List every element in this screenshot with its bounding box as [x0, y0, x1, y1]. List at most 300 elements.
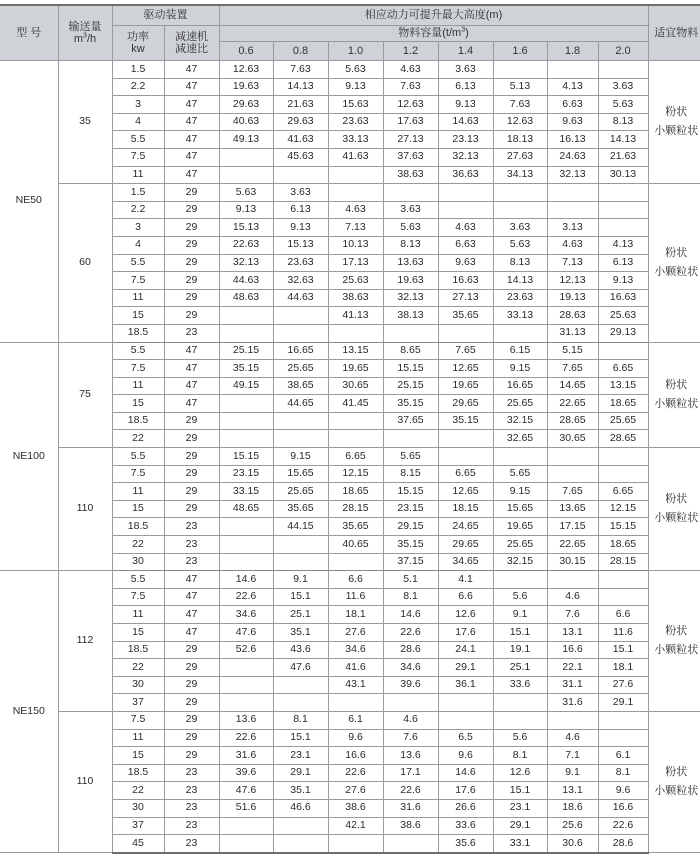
- lift-height-cell: 21.63: [598, 148, 648, 166]
- lift-height-cell: [493, 694, 547, 712]
- reducer-ratio: 29: [164, 201, 219, 219]
- lift-height-cell: [273, 817, 328, 835]
- lift-height-cell: [438, 711, 493, 729]
- lift-height-cell: 47.6: [219, 782, 273, 800]
- lift-height-cell: [383, 324, 438, 342]
- lift-height-cell: 19.13: [547, 289, 598, 307]
- lift-height-cell: 8.13: [493, 254, 547, 272]
- power-kw: 3: [112, 219, 164, 237]
- lift-height-cell: 42.1: [328, 817, 383, 835]
- reducer-ratio: 29: [164, 641, 219, 659]
- reducer-ratio: 47: [164, 606, 219, 624]
- lift-height-cell: [219, 676, 273, 694]
- lift-height-cell: 4.6: [547, 729, 598, 747]
- lift-height-cell: [547, 184, 598, 202]
- lift-height-cell: 33.13: [493, 307, 547, 325]
- lift-height-cell: [383, 835, 438, 853]
- lift-height-cell: 38.63: [328, 289, 383, 307]
- reducer-ratio: 47: [164, 360, 219, 378]
- lift-height-cell: 11.6: [598, 624, 648, 642]
- reducer-ratio: 29: [164, 448, 219, 466]
- material-powder: 粉状: [665, 625, 688, 638]
- reducer-ratio: 29: [164, 289, 219, 307]
- lift-height-cell: [438, 184, 493, 202]
- lift-height-cell: 28.65: [547, 412, 598, 430]
- reducer-ratio: 29: [164, 412, 219, 430]
- reducer-ratio: 23: [164, 518, 219, 536]
- lift-height-cell: 15.15: [383, 360, 438, 378]
- reducer-ratio: 29: [164, 711, 219, 729]
- flow-rate: 60: [58, 184, 112, 342]
- power-kw: 22: [112, 782, 164, 800]
- lift-height-cell: 29.1: [438, 659, 493, 677]
- lift-height-cell: 14.13: [273, 78, 328, 96]
- power-kw: 18.5: [112, 324, 164, 342]
- lift-height-cell: 14.13: [598, 131, 648, 149]
- reducer-ratio: 47: [164, 131, 219, 149]
- lift-height-cell: 19.65: [438, 377, 493, 395]
- model-name: NE150: [0, 571, 58, 853]
- lift-height-cell: [383, 694, 438, 712]
- lift-height-cell: 40.65: [328, 536, 383, 554]
- lift-height-cell: 12.63: [493, 113, 547, 131]
- lift-height-cell: 13.63: [383, 254, 438, 272]
- lift-height-cell: 22.6: [219, 729, 273, 747]
- power-kw: 2.2: [112, 78, 164, 96]
- lift-height-cell: 15.15: [383, 483, 438, 501]
- lift-height-cell: 41.6: [328, 659, 383, 677]
- reducer-ratio: 47: [164, 342, 219, 360]
- lift-height-cell: 29.65: [438, 536, 493, 554]
- flow-rate: 112: [58, 571, 112, 712]
- lift-height-cell: 47.6: [273, 659, 328, 677]
- lift-height-cell: 25.1: [273, 606, 328, 624]
- lift-height-cell: 17.15: [547, 518, 598, 536]
- lift-height-cell: 18.13: [493, 131, 547, 149]
- lift-height-cell: 6.1: [598, 747, 648, 765]
- material-granule: 小颗粒状: [654, 125, 699, 138]
- lift-height-cell: 29.13: [598, 324, 648, 342]
- header-material: 适宜物料: [648, 5, 700, 61]
- lift-height-cell: 6.13: [438, 78, 493, 96]
- power-kw: 15: [112, 307, 164, 325]
- power-kw: 45: [112, 835, 164, 853]
- lift-height-cell: 4.63: [438, 219, 493, 237]
- reducer-ratio: 29: [164, 659, 219, 677]
- lift-height-cell: 12.63: [219, 61, 273, 79]
- lift-height-cell: 35.15: [219, 360, 273, 378]
- lift-height-cell: 13.15: [328, 342, 383, 360]
- lift-height-cell: 14.6: [383, 606, 438, 624]
- lift-height-cell: 12.15: [598, 500, 648, 518]
- lift-height-cell: 15.13: [273, 236, 328, 254]
- lift-height-cell: 25.65: [493, 395, 547, 413]
- lift-height-cell: 12.65: [438, 483, 493, 501]
- reducer-ratio: 47: [164, 571, 219, 589]
- lift-height-cell: 32.13: [219, 254, 273, 272]
- material-granule: 小颗粒状: [654, 512, 699, 525]
- lift-height-cell: 39.6: [219, 764, 273, 782]
- lift-height-cell: 30.13: [598, 166, 648, 184]
- reducer-ratio: 47: [164, 395, 219, 413]
- lift-height-cell: [493, 184, 547, 202]
- lift-height-cell: 43.1: [328, 676, 383, 694]
- lift-height-cell: [383, 184, 438, 202]
- lift-height-cell: 5.63: [219, 184, 273, 202]
- power-kw: 30: [112, 799, 164, 817]
- lift-height-cell: 49.13: [219, 131, 273, 149]
- lift-height-cell: 3.63: [493, 219, 547, 237]
- lift-height-cell: 27.13: [383, 131, 438, 149]
- lift-height-cell: [438, 324, 493, 342]
- lift-height-cell: 38.63: [383, 166, 438, 184]
- lift-height-cell: 27.63: [493, 148, 547, 166]
- lift-height-cell: [273, 553, 328, 571]
- lift-height-cell: 15.1: [493, 624, 547, 642]
- reducer-ratio: 29: [164, 483, 219, 501]
- lift-height-cell: 25.63: [598, 307, 648, 325]
- table-body: [0, 61, 700, 853]
- lift-height-cell: [598, 219, 648, 237]
- lift-height-cell: [219, 148, 273, 166]
- reducer-ratio: 29: [164, 465, 219, 483]
- lift-height-cell: 9.13: [598, 272, 648, 290]
- lift-height-cell: 23.63: [273, 254, 328, 272]
- lift-height-cell: 8.13: [598, 113, 648, 131]
- reducer-ratio: 29: [164, 729, 219, 747]
- lift-height-cell: [273, 536, 328, 554]
- lift-height-cell: 38.6: [328, 799, 383, 817]
- lift-height-cell: 25.15: [383, 377, 438, 395]
- lift-height-cell: 15.65: [493, 500, 547, 518]
- lift-height-cell: 4.13: [547, 78, 598, 96]
- lift-height-cell: 8.1: [383, 588, 438, 606]
- lift-height-cell: 7.65: [438, 342, 493, 360]
- lift-height-cell: 26.6: [438, 799, 493, 817]
- table-row: [0, 61, 700, 79]
- lift-height-cell: 6.5: [438, 729, 493, 747]
- lift-height-cell: 6.6: [328, 571, 383, 589]
- lift-height-cell: 21.63: [273, 96, 328, 114]
- lift-height-cell: 25.65: [273, 483, 328, 501]
- reducer-ratio: 29: [164, 254, 219, 272]
- lift-height-cell: 22.6: [383, 782, 438, 800]
- lift-height-cell: 13.6: [219, 711, 273, 729]
- lift-height-cell: 15.1: [598, 641, 648, 659]
- material-granule: 小颗粒状: [654, 785, 699, 798]
- lift-height-cell: 5.13: [493, 78, 547, 96]
- power-kw: 7.5: [112, 588, 164, 606]
- lift-height-cell: 23.1: [493, 799, 547, 817]
- lift-height-cell: 6.63: [438, 236, 493, 254]
- lift-height-cell: 23.1: [273, 747, 328, 765]
- lift-height-cell: 8.65: [383, 342, 438, 360]
- lift-height-cell: 5.63: [493, 236, 547, 254]
- lift-height-cell: 27.13: [438, 289, 493, 307]
- lift-height-cell: [598, 201, 648, 219]
- lift-height-cell: 33.15: [219, 483, 273, 501]
- lift-height-cell: 19.63: [383, 272, 438, 290]
- lift-height-cell: 13.6: [383, 747, 438, 765]
- lift-height-cell: 48.63: [219, 289, 273, 307]
- power-kw: 7.5: [112, 272, 164, 290]
- lift-height-cell: 4.1: [438, 571, 493, 589]
- suitable-material: [648, 61, 700, 184]
- reducer-ratio: 23: [164, 782, 219, 800]
- reducer-ratio: 47: [164, 96, 219, 114]
- lift-height-cell: 18.1: [328, 606, 383, 624]
- lift-height-cell: [219, 412, 273, 430]
- lift-height-cell: [328, 553, 383, 571]
- lift-height-cell: 30.65: [328, 377, 383, 395]
- reducer-ratio: 47: [164, 148, 219, 166]
- lift-height-cell: [219, 395, 273, 413]
- lift-height-cell: 35.15: [383, 395, 438, 413]
- lift-height-cell: 51.6: [219, 799, 273, 817]
- lift-height-cell: 6.6: [598, 606, 648, 624]
- table-row: [0, 571, 700, 589]
- lift-height-cell: 6.1: [328, 711, 383, 729]
- lift-height-cell: 9.6: [598, 782, 648, 800]
- lift-height-cell: [438, 694, 493, 712]
- lift-height-cell: [547, 711, 598, 729]
- lift-height-cell: 44.65: [273, 395, 328, 413]
- lift-height-cell: 8.1: [493, 747, 547, 765]
- lift-height-cell: 25.6: [547, 817, 598, 835]
- power-kw: 37: [112, 817, 164, 835]
- lift-height-cell: 3.63: [438, 61, 493, 79]
- lift-height-cell: [438, 430, 493, 448]
- flow-rate: 35: [58, 61, 112, 184]
- lift-height-cell: [598, 465, 648, 483]
- lift-height-cell: [493, 448, 547, 466]
- power-kw: 11: [112, 606, 164, 624]
- power-kw: 22: [112, 659, 164, 677]
- lift-height-cell: 44.15: [273, 518, 328, 536]
- lift-height-cell: 17.63: [383, 113, 438, 131]
- lift-height-cell: 24.63: [547, 148, 598, 166]
- lift-height-cell: 16.65: [493, 377, 547, 395]
- power-kw: 7.5: [112, 465, 164, 483]
- lift-height-cell: 28.63: [547, 307, 598, 325]
- lift-height-cell: 33.6: [438, 817, 493, 835]
- reducer-ratio: 23: [164, 799, 219, 817]
- lift-height-cell: 13.65: [547, 500, 598, 518]
- lift-height-cell: 3.63: [598, 78, 648, 96]
- lift-height-cell: [219, 307, 273, 325]
- lift-height-cell: [219, 536, 273, 554]
- header-density-7: 2.0: [598, 42, 648, 61]
- table-row: [0, 184, 700, 202]
- header-density-2: 1.0: [328, 42, 383, 61]
- table-row: [0, 342, 700, 360]
- lift-height-cell: 22.65: [547, 395, 598, 413]
- reducer-ratio: 29: [164, 500, 219, 518]
- lift-height-cell: 9.1: [273, 571, 328, 589]
- lift-height-cell: 30.15: [547, 553, 598, 571]
- lift-height-cell: 15.1: [273, 588, 328, 606]
- reducer-ratio: 47: [164, 166, 219, 184]
- lift-height-cell: 7.13: [328, 219, 383, 237]
- power-kw: 7.5: [112, 148, 164, 166]
- power-kw: 1.5: [112, 184, 164, 202]
- power-kw: 11: [112, 166, 164, 184]
- lift-height-cell: 18.6: [547, 799, 598, 817]
- lift-height-cell: 4.6: [383, 711, 438, 729]
- lift-height-cell: 22.6: [219, 588, 273, 606]
- header-flow-unit: $m^3/h$: [73, 32, 97, 45]
- lift-height-cell: [328, 166, 383, 184]
- header-density-4: 1.4: [438, 42, 493, 61]
- suitable-material: [648, 342, 700, 448]
- lift-height-cell: 37.15: [383, 553, 438, 571]
- suitable-material: [648, 184, 700, 342]
- lift-height-cell: 17.6: [438, 624, 493, 642]
- lift-height-cell: [598, 61, 648, 79]
- lift-height-cell: 25.63: [328, 272, 383, 290]
- lift-height-cell: 4.63: [547, 236, 598, 254]
- lift-height-cell: [219, 659, 273, 677]
- lift-height-cell: 8.13: [383, 236, 438, 254]
- lift-height-cell: 23.15: [219, 465, 273, 483]
- lift-height-cell: 34.65: [438, 553, 493, 571]
- lift-height-cell: [598, 184, 648, 202]
- lift-height-cell: 12.6: [438, 606, 493, 624]
- lift-height-cell: [328, 430, 383, 448]
- lift-height-cell: 23.63: [493, 289, 547, 307]
- lift-height-cell: 49.15: [219, 377, 273, 395]
- lift-height-cell: 43.6: [273, 641, 328, 659]
- lift-height-cell: 9.15: [493, 483, 547, 501]
- material-granule: 小颗粒状: [654, 265, 699, 278]
- power-kw: 7.5: [112, 360, 164, 378]
- lift-height-cell: 44.63: [273, 289, 328, 307]
- power-kw: 11: [112, 483, 164, 501]
- lift-height-cell: 38.6: [383, 817, 438, 835]
- lift-height-cell: [493, 571, 547, 589]
- lift-height-cell: [493, 324, 547, 342]
- lift-height-cell: [328, 694, 383, 712]
- power-kw: 5.5: [112, 342, 164, 360]
- lift-height-cell: 17.6: [438, 782, 493, 800]
- lift-height-cell: 22.63: [219, 236, 273, 254]
- reducer-ratio: 23: [164, 536, 219, 554]
- lift-height-cell: 15.15: [598, 518, 648, 536]
- header-density-0: 0.6: [219, 42, 273, 61]
- lift-height-cell: 9.13: [219, 201, 273, 219]
- lift-height-cell: 22.65: [547, 536, 598, 554]
- lift-height-cell: 15.13: [219, 219, 273, 237]
- lift-height-cell: 31.6: [547, 694, 598, 712]
- reducer-ratio: 29: [164, 676, 219, 694]
- lift-height-cell: 25.65: [493, 536, 547, 554]
- lift-height-cell: 33.13: [328, 131, 383, 149]
- lift-height-cell: [219, 835, 273, 853]
- lift-height-cell: 12.6: [493, 764, 547, 782]
- lift-height-cell: [219, 430, 273, 448]
- lift-height-cell: 27.6: [598, 676, 648, 694]
- lift-height-cell: 9.1: [493, 606, 547, 624]
- power-kw: 4: [112, 113, 164, 131]
- lift-height-cell: [273, 166, 328, 184]
- power-kw: 1.5: [112, 61, 164, 79]
- lift-height-cell: 4.6: [547, 588, 598, 606]
- lift-height-cell: 14.65: [547, 377, 598, 395]
- reducer-ratio: 47: [164, 377, 219, 395]
- lift-height-cell: 34.6: [328, 641, 383, 659]
- lift-height-cell: [219, 553, 273, 571]
- lift-height-cell: 29.1: [273, 764, 328, 782]
- lift-height-cell: 14.6: [219, 571, 273, 589]
- lift-height-cell: [598, 588, 648, 606]
- lift-height-cell: 7.6: [547, 606, 598, 624]
- suitable-material: [648, 571, 700, 712]
- lift-height-cell: 52.6: [219, 641, 273, 659]
- lift-height-cell: 28.6: [598, 835, 648, 853]
- lift-height-cell: 41.63: [273, 131, 328, 149]
- lift-height-cell: 36.1: [438, 676, 493, 694]
- lift-height-cell: [493, 711, 547, 729]
- reducer-ratio: 23: [164, 553, 219, 571]
- lift-height-cell: 39.6: [383, 676, 438, 694]
- lift-height-cell: [598, 729, 648, 747]
- lift-height-cell: 8.15: [383, 465, 438, 483]
- lift-height-cell: 14.63: [438, 113, 493, 131]
- lift-height-cell: 9.15: [273, 448, 328, 466]
- lift-height-cell: 32.15: [493, 553, 547, 571]
- lift-height-cell: 31.6: [383, 799, 438, 817]
- lift-height-cell: 22.6: [383, 624, 438, 642]
- lift-height-cell: 7.63: [493, 96, 547, 114]
- flow-rate: 110: [58, 711, 112, 852]
- lift-height-cell: 5.63: [598, 96, 648, 114]
- lift-height-cell: 48.65: [219, 500, 273, 518]
- lift-height-cell: 9.13: [273, 219, 328, 237]
- lift-height-cell: 28.15: [328, 500, 383, 518]
- lift-height-cell: [598, 711, 648, 729]
- lift-height-cell: 14.6: [438, 764, 493, 782]
- lift-height-cell: 41.63: [328, 148, 383, 166]
- lift-height-cell: 38.13: [383, 307, 438, 325]
- lift-height-cell: 27.6: [328, 624, 383, 642]
- lift-height-cell: 35.6: [438, 835, 493, 853]
- lift-height-cell: 18.1: [598, 659, 648, 677]
- lift-height-cell: 31.1: [547, 676, 598, 694]
- lift-height-cell: [598, 571, 648, 589]
- lift-height-cell: 7.13: [547, 254, 598, 272]
- lift-height-cell: 29.63: [219, 96, 273, 114]
- lift-height-cell: 32.13: [547, 166, 598, 184]
- lift-height-cell: [273, 676, 328, 694]
- flow-rate: 75: [58, 342, 112, 448]
- power-kw: 5.5: [112, 254, 164, 272]
- lift-height-cell: 6.13: [598, 254, 648, 272]
- power-kw: 30: [112, 553, 164, 571]
- lift-height-cell: [219, 817, 273, 835]
- reducer-ratio: 23: [164, 324, 219, 342]
- lift-height-cell: 6.63: [547, 96, 598, 114]
- power-kw: 11: [112, 289, 164, 307]
- lift-height-cell: 32.13: [438, 148, 493, 166]
- lift-height-cell: 35.65: [328, 518, 383, 536]
- lift-height-cell: 30.6: [547, 835, 598, 853]
- lift-height-cell: 28.15: [598, 553, 648, 571]
- lift-height-cell: 9.13: [438, 96, 493, 114]
- power-kw: 4: [112, 236, 164, 254]
- header-power: 功率 kw: [112, 26, 164, 61]
- lift-height-cell: 25.15: [219, 342, 273, 360]
- lift-height-cell: 16.63: [598, 289, 648, 307]
